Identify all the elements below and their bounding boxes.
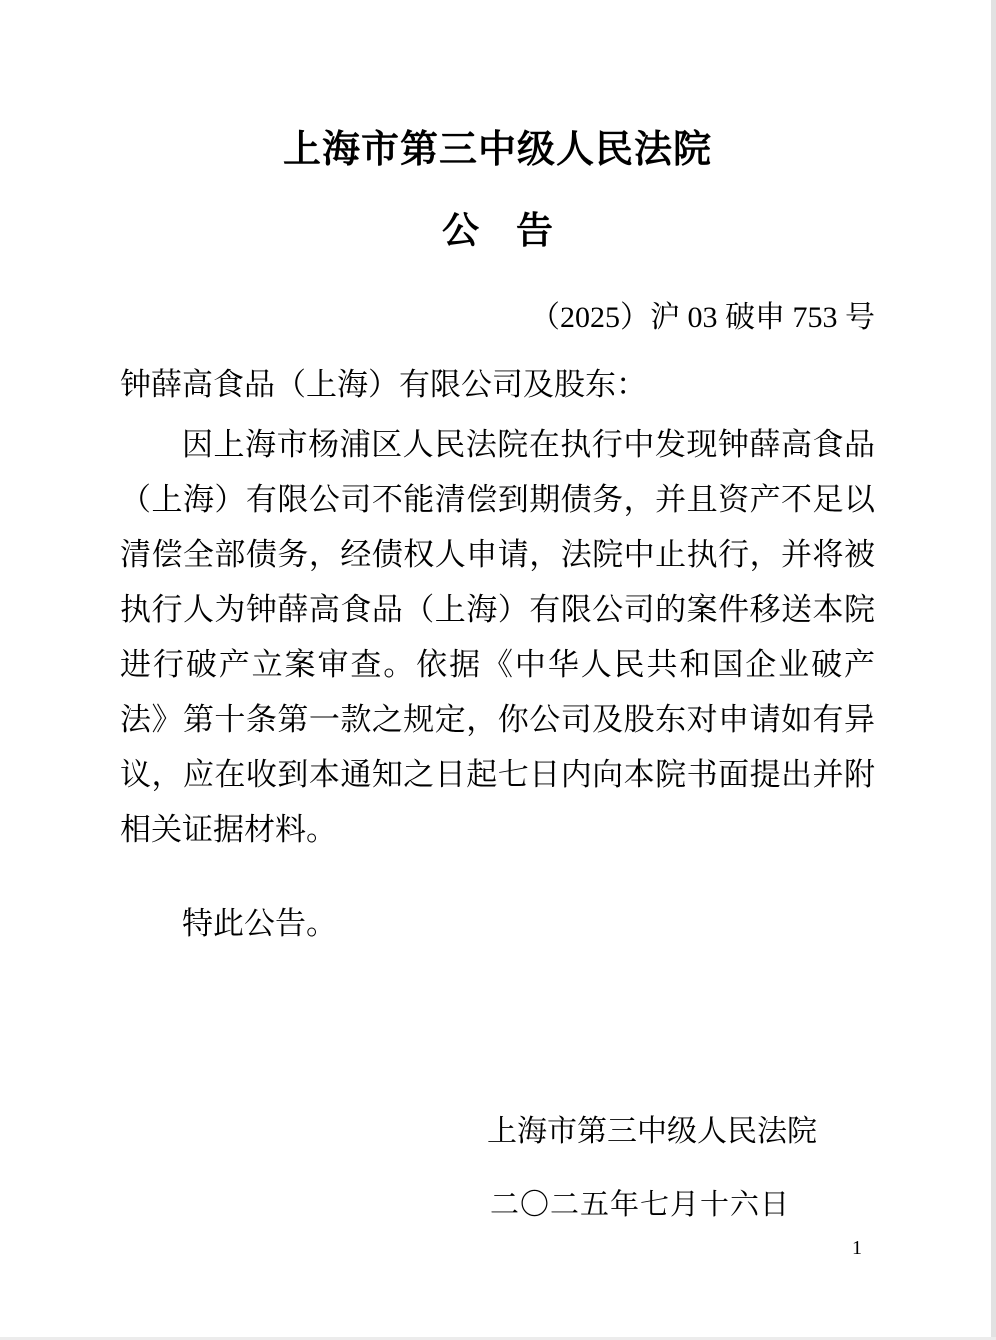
court-title: 上海市第三中级人民法院 (282, 129, 712, 171)
announcement-title: 公 告 (442, 210, 553, 252)
signature-court-name: 上海市第三中级人民法院 (487, 1115, 817, 1149)
announcement-body: 因上海市杨浦区人民法院在执行中发现钟薛高食品（上海）有限公司不能清偿到期债务，并且资产不足以清偿全部债务，经债权人申请，法院中止执行，并将被执行人为钟薛高食品（上海）有限公司的案件移送本院进行破产立案审查。依据《中华人民共和国企业破产法》第十条第一款之规定，你公司及股东对申请如有异议，应在收到本通知之日起七日内向本院书面提出并附相关证据材料。 (120, 427, 875, 848)
addressee-line: 钟薛高食品（上海）有限公司及股东： (120, 366, 647, 402)
page-edge-right (991, 0, 996, 1340)
closing-line: 特此公告。 (182, 906, 337, 942)
signature-date: 二〇二五年七月十六日 (489, 1189, 790, 1222)
case-number: （2025）沪 03 破申 753 号 (530, 300, 875, 334)
page-number: 1 (852, 1237, 862, 1259)
